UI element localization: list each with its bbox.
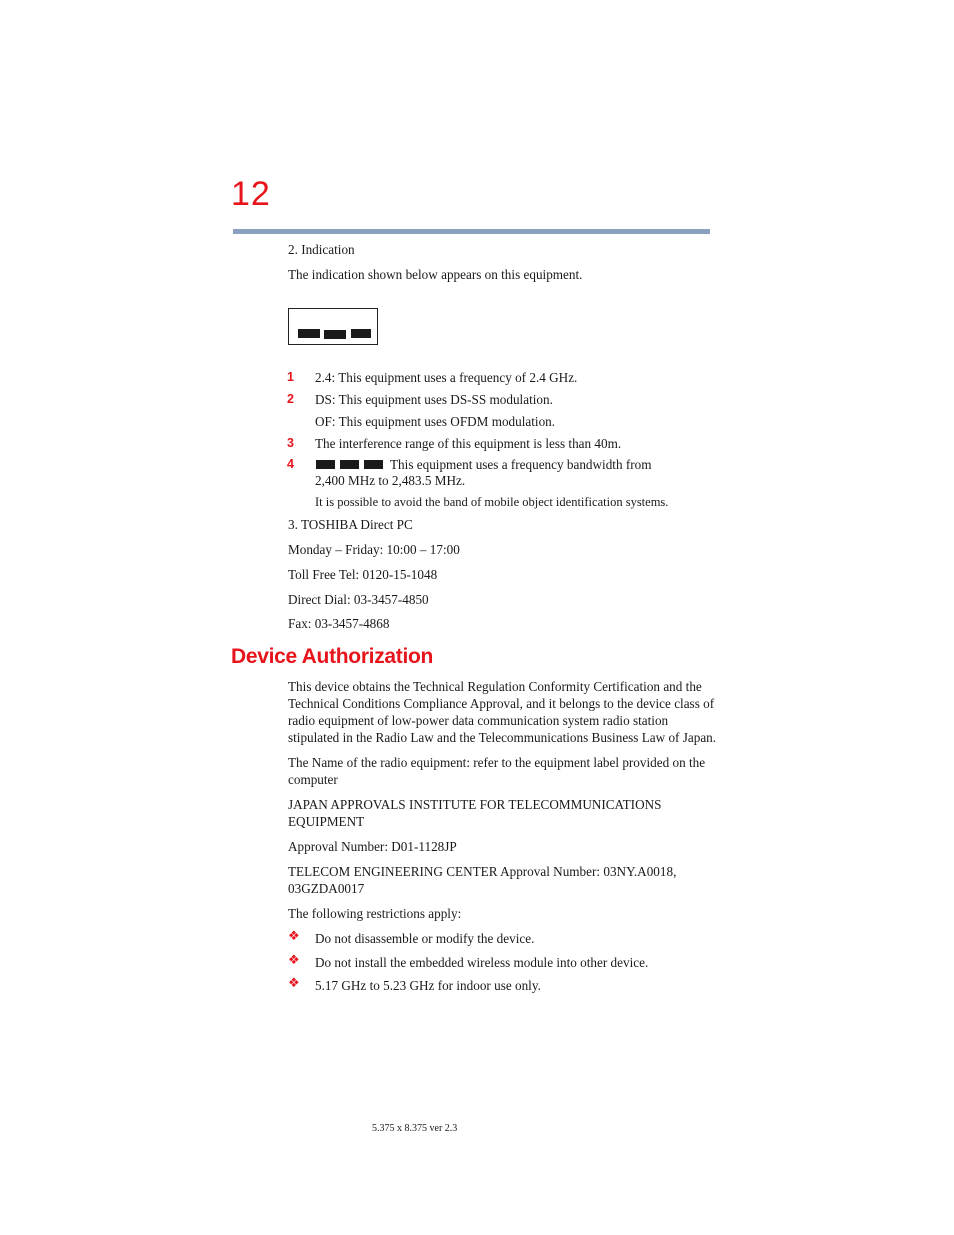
bullet-text-1: Do not disassemble or modify the device. (315, 931, 535, 946)
bullet-text-2: Do not install the embedded wireless module into other device. (315, 955, 649, 970)
para2-line2: computer (288, 772, 338, 787)
indication-label-graphic (288, 308, 378, 345)
bandwidth-block-2 (340, 460, 359, 469)
item-number-3: 3 (287, 436, 294, 450)
footer-version: 5.375 x 8.375 ver 2.3 (372, 1123, 458, 1134)
para3-line2: EQUIPMENT (288, 814, 365, 829)
bullet-icon: ❖ (288, 953, 300, 968)
item-number-1: 1 (287, 370, 294, 384)
item-number-4: 4 (287, 457, 294, 471)
para2-line1: The Name of the radio equipment: refer to the equipment label provided on the (288, 755, 706, 770)
page-number: 12 (231, 175, 271, 213)
device-authorization-heading: Device Authorization (231, 645, 434, 668)
para1-line1: This device obtains the Technical Regulation Conformity Certification and the (288, 679, 702, 694)
restrictions-intro: The following restrictions apply: (288, 906, 462, 921)
direct-dial: Direct Dial: 03-3457-4850 (288, 592, 429, 607)
bullet-icon: ❖ (288, 976, 300, 991)
section-2-intro: The indication shown below appears on this equipment. (288, 267, 583, 282)
header-rule (233, 229, 710, 234)
indication-block-1 (298, 329, 320, 338)
item-text-2: DS: This equipment uses DS-SS modulation. (315, 392, 553, 407)
item-text-2b: OF: This equipment uses OFDM modulation. (315, 414, 556, 429)
bandwidth-block-3 (364, 460, 383, 469)
item-text-3: The interference range of this equipment is less than 40m. (315, 436, 622, 451)
approval-number: Approval Number: D01-1128JP (288, 839, 457, 854)
para1-line4: stipulated in the Radio Law and the Telecommunications Business Law of Japan. (288, 730, 717, 745)
para5-line2: 03GZDA0017 (288, 881, 365, 896)
fax: Fax: 03-3457-4868 (288, 616, 390, 631)
indication-block-2 (324, 330, 346, 339)
toll-free: Toll Free Tel: 0120-15-1048 (288, 567, 438, 582)
item-number-2: 2 (287, 392, 294, 406)
bullet-text-3: 5.17 GHz to 5.23 GHz for indoor use only. (315, 978, 541, 993)
item-text-4b: It is possible to avoid the band of mobile object identification systems. (315, 495, 669, 509)
bullet-icon: ❖ (288, 929, 300, 944)
bandwidth-block-1 (316, 460, 335, 469)
para5-line1: TELECOM ENGINEERING CENTER Approval Number: 03NY.A0018, (288, 864, 677, 879)
para1-line3: radio equipment of low-power data communication system radio station (288, 713, 669, 728)
para1-line2: Technical Conditions Compliance Approval, and it belongs to the device class of (288, 696, 715, 711)
hours: Monday – Friday: 10:00 – 17:00 (288, 542, 460, 557)
item-text-4-cont: 2,400 MHz to 2,483.5 MHz. (315, 473, 466, 488)
item-text-1: 2.4: This equipment uses a frequency of 2.4 GHz. (315, 370, 578, 385)
item-text-4: This equipment uses a frequency bandwidth from (390, 457, 652, 472)
section-2-title: 2. Indication (288, 242, 355, 257)
section-3-title: 3. TOSHIBA Direct PC (288, 517, 413, 532)
indication-block-3 (351, 329, 371, 338)
para3-line1: JAPAN APPROVALS INSTITUTE FOR TELECOMMUNICATIONS (288, 797, 662, 812)
